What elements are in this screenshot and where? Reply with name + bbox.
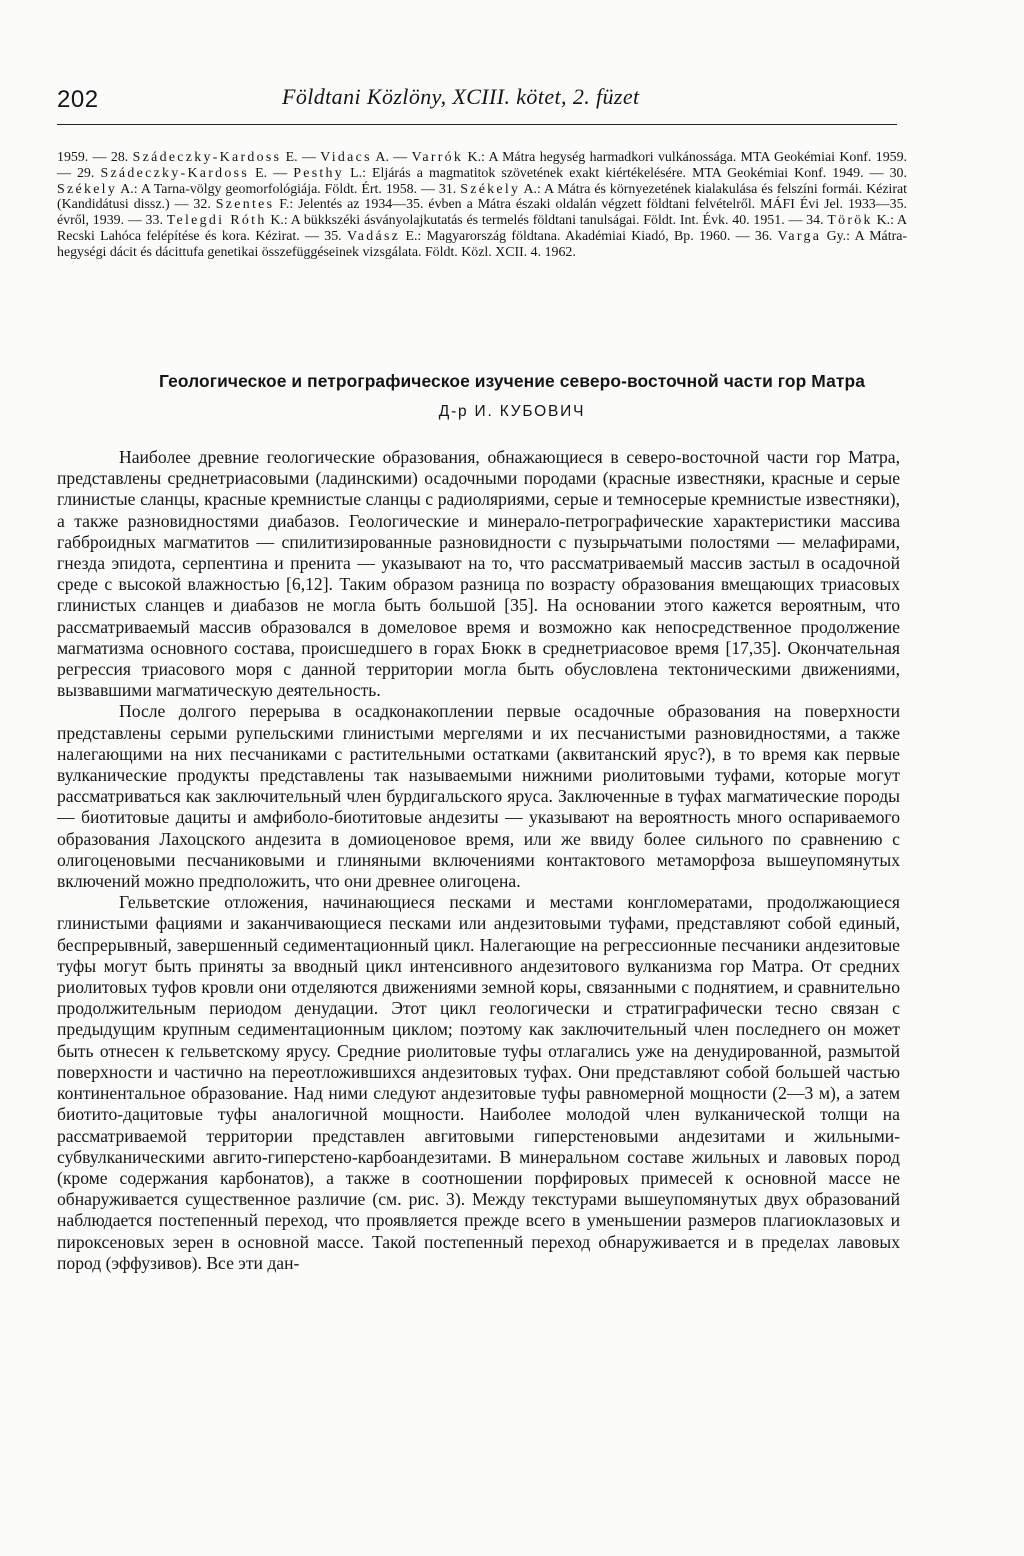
reference-author: Török xyxy=(827,213,873,229)
page-number: 202 xyxy=(57,86,99,113)
reference-author: Varrók xyxy=(411,150,464,165)
reference-author: Varga xyxy=(777,228,822,244)
reference-author: Pesthy xyxy=(293,165,345,181)
reference-list xyxy=(57,150,907,261)
reference-author: Szentes xyxy=(215,197,275,213)
reference-author: Telegdi Róth xyxy=(166,213,267,229)
reference-author: Vidacs xyxy=(320,150,372,165)
reference-author: Szádeczky-Kardoss xyxy=(100,165,250,181)
reference-author: Szádeczky-Kardoss xyxy=(132,150,282,165)
body-text xyxy=(57,447,900,1274)
journal-title: Földtani Közlöny, XCIII. kötet, 2. füzet xyxy=(282,84,640,109)
paragraph-3: Гельветские отложения, начинающиеся песками и местами конгломератами, продолжающиеся глинистыми фациями и заканчивающиеся песками или андезитовыми туфами, представляют собой единый, беспрерывный, завершенный седиментационный цикл. Налегающие на регрессионные песчаники андезитовые туфы могут быть приняты за вводный цикл интенсивного андезитового вулканизма гор Матра. От средних риолитовых туфов кровли они отделяются движениями земной коры, связанными с поднятием, и сравнительно продолжительным периодом денудации. Этот цикл геологически и стратиграфически тесно связан с предыдущим крупным седиментационным циклом; поэтому как заключительный член последнего он может быть отнесен к гельветскому ярусу. Средние риолитовые туфы отлагались уже на денудированной, размытой поверхности и частично на переотложившихся андезитовых туфах. Они представляют собой большей частью континентальное образование. Над ними следуют андезитовые туфы равномерной мощности (2—3 м), а затем биотито-дацитовые туфы аналогичной мощности. Наиболее молодой член вулканической толщи на рассматриваемой территории представлен авгитовыми гиперстеновыми андезитами и жильными-субвулканическими авгито-гиперстено-карбоандезитами. В минеральном составе жильных и лавовых пород (кроме содержания карбонатов), а также в соотношении порфировых примесей к основной массе не обнаруживается существенное различие (см. рис. 3). Между текстурами вышеупомянутых двух образований наблюдается постепенный переход, что проявляется прежде всего в уменьшении размеров плагиоклазовых и пироксеновых зерен в основной массе. Такой постепенный переход обнаруживается и в пределах лавовых пород (эффузивов). Все эти дан- xyxy=(57,892,900,1273)
reference-author: Székely xyxy=(57,181,118,197)
reference-author: Székely xyxy=(460,181,521,197)
paragraph-1: Наиболее древние геологические образования, обнажающиеся в северо-восточной части гор Матра, представлены среднетриасовыми (ладинскими) осадочными породами (красные известняки, красные и серые глинистые сланцы, красные кремнистые сланцы с радиоляриями, серые и темносерые кремнистые известняки), а также разновидностями диабазов. Геологические и минерало-петрографические характеристики массива габброидных магматитов — спилитизированные разновидности с пузырьчатыми полостями — мелафирами, гнезда эпидота, серпентина и пренита — указывают на то, что рассматриваемый массив застыл в осадочной среде с высокой влажностью [6,12]. Таким образом разница по возрасту образования вмещающих триасовых глинистых сланцев и диабазов не могла быть большой [35]. На основании этого кажется вероятным, что рассматриваемый массив образовался в домеловое время и возможно как непосредственное продолжение магматизма основного состава, происшедшего в горах Бюкк в среднетриасовое время [17,35]. Окончательная регрессия триасового моря с данной территории могла быть обусловлена тектоническими движениями, вызвавшими магматическую деятельность. xyxy=(57,447,900,701)
paragraph-2: После долгого перерыва в осадконакоплении первые осадочные образования на поверхности представлены серыми рупельскими глинистыми мергелями и их песчанистыми разновидностями, а также налегающими на них песчаниками с растительными остатками (аквитанский ярус?), в то время как первые вулканические продукты представлены так называемыми нижними риолитовыми туфами, которые могут рассматриваться как заключительный член бурдигальского яруса. Заключенные в туфах магматические породы — биотитовые дациты и амфиболо-биотитовые андезиты — указывают на вероятность много оспариваемого образования Лахоцского андезита в домиоценовое время, или же ввиду более сильного по сравнению с олигоценовыми песчаниковыми и глиняными включениями контактового метаморфоза вышеупомянутых включений можно предположить, что они древнее олигоцена. xyxy=(57,701,900,892)
running-header xyxy=(57,84,897,125)
reference-paragraph: 1959. — 28. Szádeczky-Kardoss E. — Vidacs A. — Varrók K.: A Mátra hegység harmadkori vulkánossága. MTA Geokémiai Konf. 1959. — 29. Szádeczky-Kardoss E. — Pesthy L.: Eljárás a magmatitok szövetének exakt kiértékelésére. MTA Geokémiai Konf. 1949. — 30. Székely A.: A Tarna-völgy geomorfológiája. Földt. Ért. 1958. — 31. Székely A.: A Mátra és környezetének kialakulása és felszíni formái. Kézirat (Kandidátusi dissz.) — 32. Szentes F.: Jelentés az 1934—35. évben a Mátra északi oldalán végzett földtani felvételről. MÁFI Évi Jel. 1933—35. évről, 1939. — 33. Telegdi Róth K.: A bükkszéki ásványolajkutatás és termelés földtani tanulságai. Földt. Int. Évk. 40. 1951. — 34. Török K.: A Recski Lahóca felépítése és kora. Kézirat. — 35. Vadász E.: Magyarország földtana. Akadémiai Kiadó, Bp. 1960. — 36. Varga Gy.: A Mátra-hegységi dácit és dácittufa genetikai összefüggéseinek vizsgálata. Földt. Közl. XCII. 4. 1962. xyxy=(57,150,908,260)
reference-author: Vadász xyxy=(346,228,401,244)
author-name: Д-р И. КУБОВИЧ xyxy=(438,403,586,420)
article-title: Геологическое и петрографическое изучение северо-восточной части гор Матра xyxy=(159,371,865,391)
